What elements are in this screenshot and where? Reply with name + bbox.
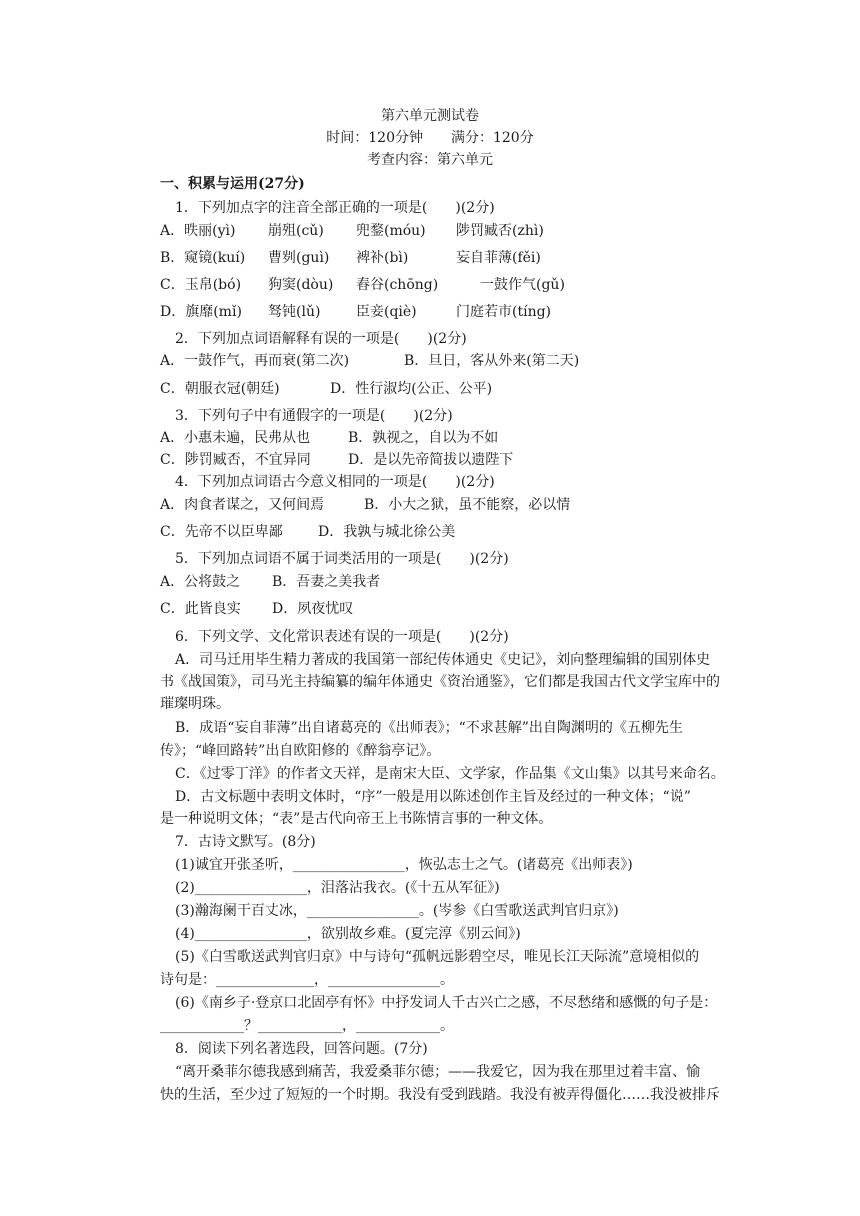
q7-stem: 7．古诗文默写。(8分) — [175, 834, 316, 850]
q7-item-1: (1)诚宜开张圣听，________________，恢弘志士之气。(诸葛亮《出师表》) — [175, 857, 633, 873]
q7-item-5-line1: (5)《白雪歌送武判官归京》中与诗句“孤帆远影碧空尽，唯见长江天际流”意境相似的 — [175, 949, 700, 965]
q7-item-2: (2)________________，泪落沾我衣。(《十五从军征》) — [175, 880, 500, 896]
q5-c: C．此皆良实 — [160, 601, 241, 617]
q6-b-line1: B．成语“妄自菲薄”出自诸葛亮的《出师表》；“不求甚解”出自陶渊明的《五柳先生 — [175, 720, 683, 736]
q4-a: A．肉食者谋之，又何间焉 — [160, 497, 325, 513]
q5-options-ab — [160, 572, 380, 593]
q8-passage-line1: “离开桑菲尔德我感到痛苦，我爱桑菲尔德；——我爱它，因为我在那里过着丰富、愉 — [175, 1064, 701, 1080]
q7-item-6-line1: (6)《南乡子·登京口北固亭有怀》中抒发词人千古兴亡之感，不尽愁绪和感慨的句子是： — [175, 995, 718, 1011]
q1-c-3: 舂谷(chōng) — [356, 277, 439, 293]
q1-b-1: B．窥镜(kuí) — [160, 250, 246, 266]
q4-c: C．先帝不以臣卑鄙 — [160, 524, 283, 540]
q3-b: B．孰视之，自以为不如 — [348, 430, 499, 446]
q5-b: B．吾妻之美我者 — [272, 574, 381, 590]
q3-c: C．陟罚臧否，不宜异同 — [160, 452, 311, 468]
q7-item-4: (4)________________，欲别故乡难。(夏完淳《别云间》) — [175, 926, 521, 942]
q2-options-cd — [160, 379, 492, 400]
q2-d: D．性行淑均(公正、公平) — [330, 381, 493, 397]
q5-stem: 5．下列加点词语不属于词类活用的一项是( )(2分) — [175, 551, 509, 567]
q4-options-ab — [160, 495, 570, 516]
q6-d-line2: 是一种说明文体；“表”是古代向帝王上书陈情言事的一种文体。 — [160, 811, 553, 827]
q6-d-line1: D．古文标题中表明文体时，“序”一般是用以陈述创作主旨及经过的一种文体；“说” — [175, 789, 691, 805]
exam-meta: 时间：120分钟 满分：120分 — [326, 130, 534, 146]
q1-d-1: D．旗靡(mǐ) — [160, 304, 242, 320]
q4-b: B．小大之狱，虽不能察，必以情 — [364, 497, 571, 513]
q7-item-3: (3)瀚海阑干百丈冰，________________。(岑参《白雪歌送武判官归京》) — [175, 903, 619, 919]
q4-options-cd — [160, 522, 455, 543]
q1-a-1: A．昳丽(yì) — [160, 223, 236, 239]
q6-b-line2: 传》；“峰回路转”出自欧阳修的《醉翁亭记》。 — [160, 743, 441, 759]
q4-d: D．我孰与城北徐公美 — [318, 524, 456, 540]
q2-options-ab — [160, 351, 579, 372]
q2-b: B．旦日，客从外来(第二天) — [404, 353, 580, 369]
q1-b-4: 妄自菲薄(fěi) — [456, 250, 541, 266]
q8-stem: 8．阅读下列名著选段，回答问题。(7分) — [175, 1041, 428, 1057]
q3-d: D．是以先帝简拔以遗陛下 — [348, 452, 514, 468]
q2-a: A．一鼓作气，再而衰(第二次) — [160, 353, 350, 369]
q1-stem: 1．下列加点字的注音全部正确的一项是( )(2分) — [175, 200, 495, 216]
q8-passage-line2: 快的生活，至少过了短短的一个时期。我没有受到践踏。我没有被弄得僵化……我没被排斥 — [160, 1087, 720, 1103]
q1-c-4: 一鼓作气(gǔ) — [480, 277, 565, 293]
q1-option-c — [160, 275, 565, 296]
q1-d-4: 门庭若市(tíng) — [456, 304, 552, 320]
q6-stem: 6．下列文学、文化常识表述有误的一项是( )(2分) — [175, 629, 509, 645]
exam-title: 第六单元测试卷 — [381, 108, 479, 124]
q5-a: A．公将鼓之 — [160, 574, 241, 590]
q2-c: C．朝服衣冠(朝廷) — [160, 381, 280, 397]
q6-a-line2: 书《战国策》，司马光主持编纂的编年体通史《资治通鉴》，它们都是我国古代文学宝库中的 — [160, 674, 720, 690]
q1-option-a — [160, 221, 544, 242]
q6-a-line1: A．司马迁用毕生精力著成的我国第一部纪传体通史《史记》，刘向整理编辑的国别体史 — [175, 652, 711, 668]
q3-a: A．小惠未遍，民弗从也 — [160, 430, 311, 446]
q3-options-cd — [160, 450, 513, 471]
q6-a-line3: 璀璨明珠。 — [160, 696, 230, 712]
q2-stem: 2．下列加点词语解释有误的一项是( )(2分) — [175, 331, 467, 347]
q1-a-4: 陟罚臧否(zhì) — [456, 223, 544, 239]
q3-options-ab — [160, 428, 498, 449]
q1-b-2: 曹刿(guì) — [268, 250, 330, 266]
q7-item-6-line2: ____________？____________，____________。 — [160, 1018, 454, 1034]
q1-option-d — [160, 302, 551, 323]
q4-stem: 4．下列加点词语古今意义相同的一项是( )(2分) — [175, 474, 495, 490]
exam-scope: 考查内容：第六单元 — [367, 152, 493, 168]
q1-d-2: 驽钝(lǔ) — [268, 304, 321, 320]
q6-c-line1: C．《过零丁洋》的作者文天祥，是南宋大臣、文学家，作品集《文山集》以其号来命名。 — [175, 766, 725, 782]
q7-item-5-line2: 诗句是：______________，________________。 — [160, 972, 454, 988]
section-heading: 一、积累与运用(27分) — [160, 176, 305, 192]
q1-option-b — [160, 248, 541, 269]
q1-c-1: C．玉帛(bó) — [160, 277, 242, 293]
q1-b-3: 裨补(bì) — [356, 250, 409, 266]
q1-a-3: 兜鍪(móu) — [356, 223, 426, 239]
q1-d-3: 臣妾(qiè) — [356, 304, 417, 320]
q5-options-cd — [160, 599, 353, 620]
q5-d: D．夙夜忧叹 — [272, 601, 354, 617]
q1-c-2: 狗窦(dòu) — [268, 277, 334, 293]
q1-a-2: 崩殂(cǔ) — [268, 223, 324, 239]
q3-stem: 3．下列句子中有通假字的一项是( )(2分) — [175, 408, 453, 424]
